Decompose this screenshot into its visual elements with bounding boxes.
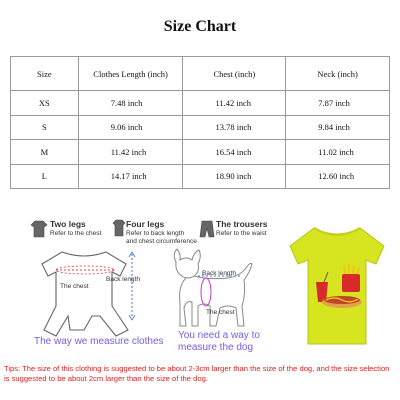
header-chest: Chest (inch) [183,57,286,91]
size-cell: S [11,115,79,140]
chest-cell: 11.42 inch [183,91,286,116]
clothes-back-length-label: Back length [106,276,140,283]
neck-cell: 7.87 inch [286,91,390,116]
header-neck: Neck (inch) [286,57,390,91]
neck-cell: 9.84 inch [286,115,390,140]
header-size: Size [11,57,79,91]
clothes-outline-diagram [34,248,154,338]
four-legs-label: Four legs [126,219,165,229]
trousers-label: The trousers [216,219,268,229]
four-legs-desc-1: Refer to back length [126,230,185,237]
size-cell: L [11,164,79,189]
length-cell: 9.06 inch [78,115,183,140]
two-legs-shirt-icon [30,219,48,239]
chest-cell: 18.90 inch [183,164,286,189]
two-legs-desc: Refer to the chest [50,230,102,237]
dog-back-length-label: Back length [202,270,236,277]
clothes-chest-label: The chest [60,283,89,290]
length-cell: 7.48 inch [78,91,183,116]
length-cell: 14.17 inch [78,164,183,189]
four-legs-desc-2: and chest circumference [126,238,197,245]
dog-chest-label: The chest [206,309,235,316]
tips-text: Tips: The size of this clothing is suggested to be about 2-3cm larger than the size of the dog, and the size selection is suggested to be about 2cm larger than the size of the dog. [4,364,390,383]
size-cell: M [11,140,79,165]
table-row [11,164,390,189]
trousers-desc: Refer to the waist [216,230,267,237]
trousers-icon [199,219,215,239]
dog-outline-diagram [168,246,258,332]
table-row [11,115,390,140]
chest-cell: 13.78 inch [183,115,286,140]
caption-dog-line-2: measure the dog [178,342,254,353]
caption-clothes: The way we measure clothes [34,336,164,347]
yellow-shirt-image [284,224,390,352]
four-legs-shirt-icon [112,218,126,238]
neck-cell: 11.02 inch [286,140,390,165]
length-cell: 11.42 inch [78,140,183,165]
size-table [10,56,390,189]
header-clothes-length: Clothes Length (inch) [78,57,183,91]
chest-cell: 16.54 inch [183,140,286,165]
page-title: Size Chart [163,18,237,35]
table-header-row [11,57,390,91]
caption-dog-line-1: You need a way to [178,330,260,341]
neck-cell: 12.60 inch [286,164,390,189]
size-cell: XS [11,91,79,116]
table-row [11,140,390,165]
two-legs-label: Two legs [50,219,86,229]
table-row [11,91,390,116]
